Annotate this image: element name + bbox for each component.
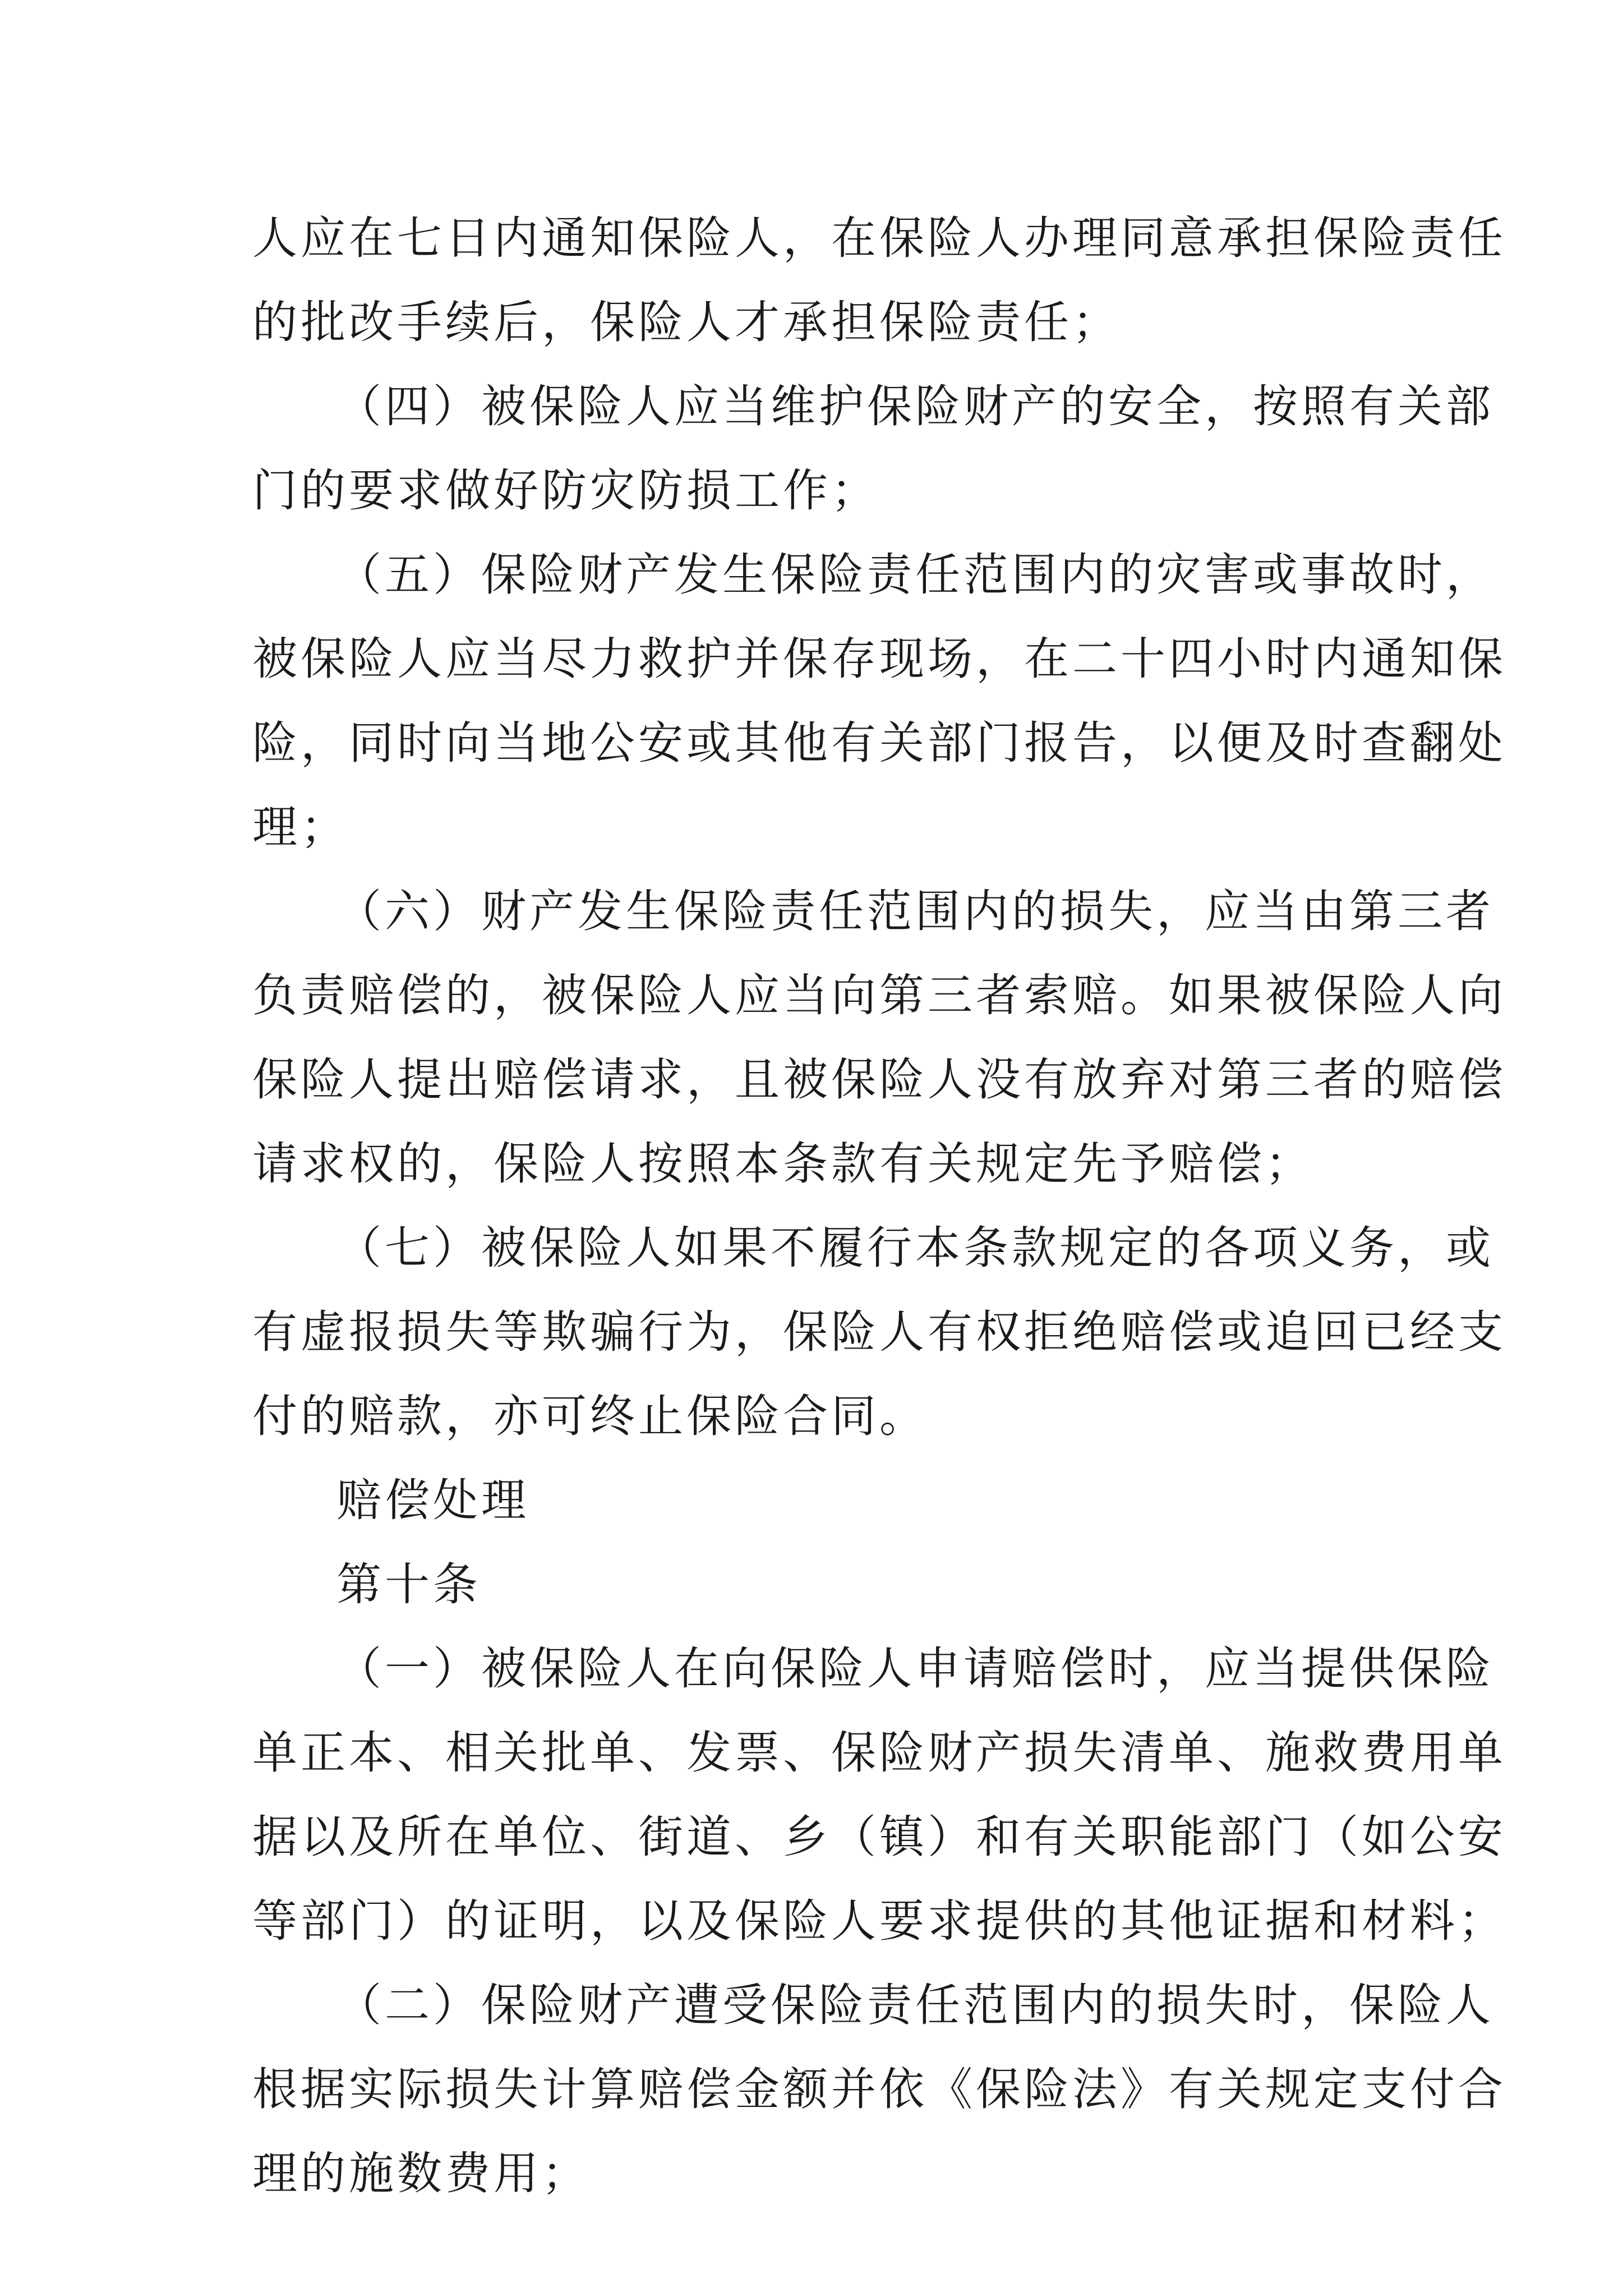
paragraph-one-start: （一）被保险人在向保险人申请赔偿时，应当提供保险 (336, 1642, 1494, 1695)
paragraph-four-start: （四）被保险人应当维护保险财产的安全，按照有关部 (336, 380, 1494, 432)
text-line: 的批改手续后，保险人才承担保险责任； (252, 296, 1121, 348)
text-line: 请求权的，保险人按照本条款有关规定先予赔偿； (252, 1138, 1313, 1190)
paragraph-seven-start: （七）被保险人如果不履行本条款规定的各项义务，或 (336, 1222, 1494, 1274)
text-line: 等部门）的证明，以及保险人要求提供的其他证据和材料； (252, 1895, 1506, 1947)
text-line: 理； (252, 801, 349, 853)
text-line: 据以及所在单位、街道、乡（镇）和有关职能部门（如公安 (252, 1811, 1506, 1863)
text-line: 有虚报损失等欺骗行为，保险人有权拒绝赔偿或追回已经支 (252, 1306, 1506, 1358)
section-heading: 赔偿处理 (336, 1474, 529, 1526)
text-line: 负责赔偿的，被保险人应当向第三者索赔。如果被保险人向 (252, 969, 1506, 1022)
text-line: 保险人提出赔偿请求，且被保险人没有放弃对第三者的赔偿 (252, 1053, 1506, 1106)
text-line: 单正本、相关批单、发票、保险财产损失清单、施救费用单 (252, 1727, 1506, 1779)
text-line: 被保险人应当尽力救护并保存现场，在二十四小时内通知保 (252, 633, 1506, 685)
paragraph-two-start: （二）保险财产遭受保险责任范围内的损失时，保险人 (336, 1979, 1494, 2031)
text-line: 险，同时向当地公安或其他有关部门报告，以便及时查翻处 (252, 717, 1506, 769)
text-line: 人应在七日内通知保险人，在保险人办理同意承担保险责任 (252, 212, 1506, 264)
text-line: 付的赔款，亦可终止保险合同。 (252, 1390, 928, 1442)
text-line: 根据实际损失计算赔偿金额并依《保险法》有关规定支付合 (252, 2063, 1506, 2115)
text-line: 理的施数费用； (252, 2147, 590, 2200)
article-heading: 第十条 (336, 1558, 481, 1611)
paragraph-five-start: （五）保险财产发生保险责任范围内的灾害或事故时， (336, 549, 1494, 601)
paragraph-six-start: （六）财产发生保险责任范围内的损失，应当由第三者 (336, 885, 1494, 937)
text-line: 门的要求做好防灾防损工作； (252, 464, 879, 517)
